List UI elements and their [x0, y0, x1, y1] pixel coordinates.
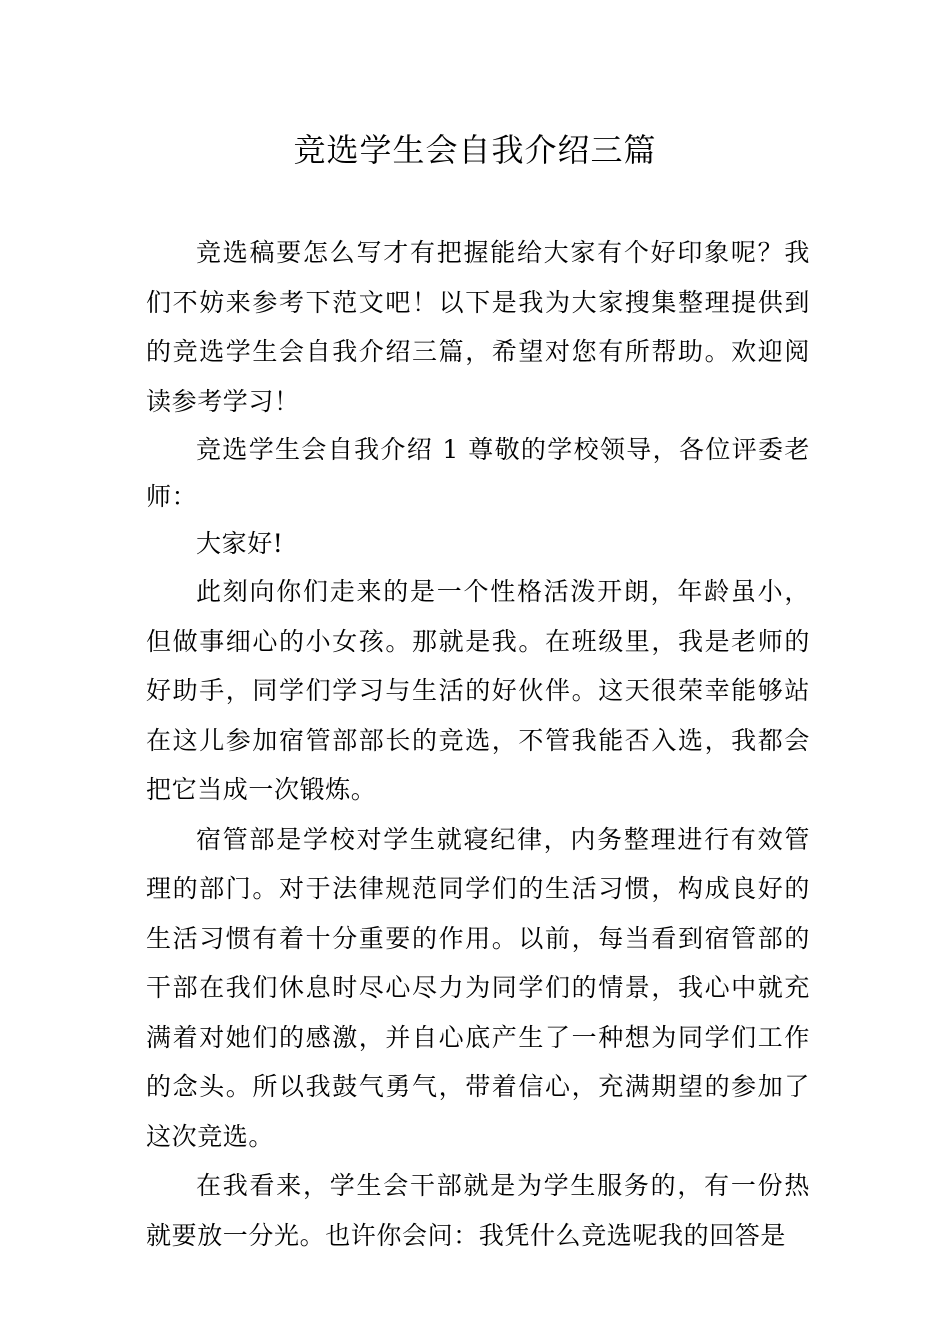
paragraph-greeting-heading: 竞选学生会自我介绍 1 尊敬的学校领导，各位评委老师：: [146, 435, 810, 511]
paragraph-service: 在我看来，学生会干部就是为学生服务的，有一份热就要放一分光。也许你会问：我凭什么竞选呢我的回答是: [146, 1171, 810, 1250]
paragraph-intro: 竞选稿要怎么写才有把握能给大家有个好印象呢？我们不妨来参考下范文吧！以下是我为大家搜集整理提供到的竞选学生会自我介绍三篇，希望对您有所帮助。欢迎阅读参考学习！: [146, 238, 810, 416]
document-body: [146, 228, 810, 1260]
document-title: 竞选学生会自我介绍三篇: [293, 131, 657, 169]
paragraph-hello: 大家好!: [196, 529, 284, 558]
paragraph-dorm-department: 宿管部是学校对学生就寝纪律，内务整理进行有效管理的部门。对于法律规范同学们的生活习惯，构成良好的生活习惯有着十分重要的作用。以前，每当看到宿管部的干部在我们休息时尽心尽力为同学们的情景，我心中就充满着对她们的感激，并自心底产生了一种想为同学们工作的念头。所以我鼓气勇气，带着信心，充满期望的参加了这次竞选。: [146, 824, 810, 1151]
paragraph-self-intro: 此刻向你们走来的是一个性格活泼开朗，年龄虽小，但做事细心的小女孩。那就是我。在班级里，我是老师的好助手，同学们学习与生活的好伙伴。这天很荣幸能够站在这儿参加宿管部部长的竞选，不管我能否入选，我都会把它当成一次锻炼。: [146, 577, 810, 804]
